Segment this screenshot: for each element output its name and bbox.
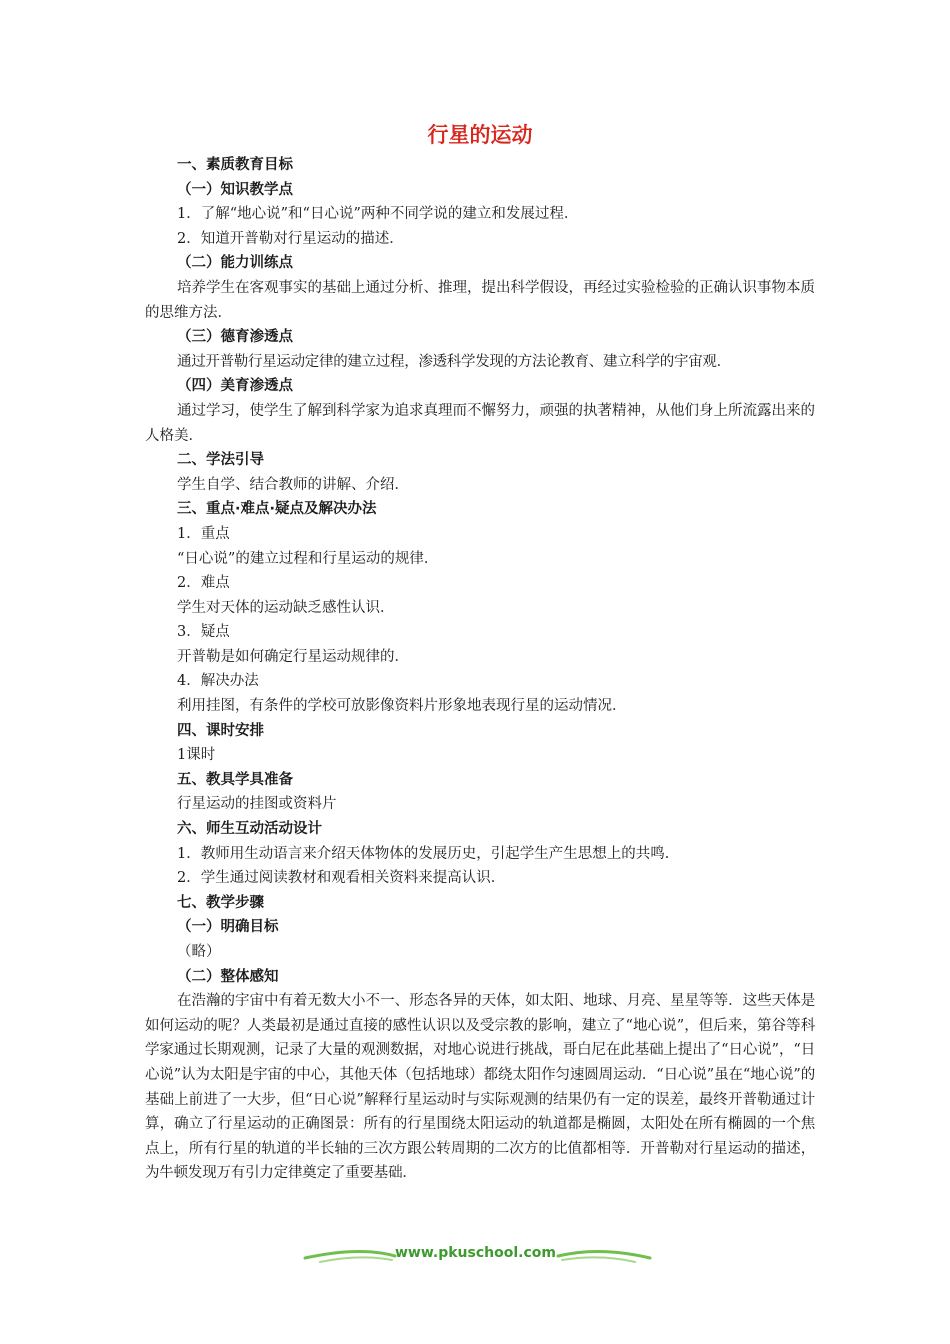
list-item: 1．重点 [177, 525, 230, 542]
list-item: 2．学生通过阅读教材和观看相关资料来提高认识． [177, 870, 506, 887]
section-heading: 四、课时安排 [177, 722, 264, 739]
subsection-heading: （二）能力训练点 [177, 255, 293, 272]
page-title: 行星的运动 [427, 123, 533, 147]
paragraph: 学生对天体的运动缺乏感性认识． [177, 599, 395, 616]
paragraph: 学生自学、结合教师的讲解、介绍． [177, 476, 409, 493]
paragraph: 在浩瀚的宇宙中有着无数大小不一、形态各异的天体，如太阳、地球、月亮、星星等等．这些天体是如何运动的呢？人类最初是通过直接的感性认识以及受宗教的影响，建立了“地心说”，但后来，第谷等科学家通过长期观测，记录了大量的观测数据，对地心说进行挑战，哥白尼在此基础上提出了“日心说”，“日心说”认为太阳是宇宙的中心，其他天体（包括地球）都绕太阳作匀速圆周运动．“日心说”虽在“地心说”的基础上前进了一大步，但“日心说”解释行星运动时与实际观测的结果仍有一定的误差，最终开普勒通过计算，确立了行星运动的正确图景：所有的行星围绕太阳运动的轨道都是椭圆，太阳处在所有椭圆的一个焦点上，所有行星的轨道的半长轴的三次方跟公转周期的二次方的比值都相等．开普勒对行星运动的描述，为牛顿发现万有引力定律奠定了重要基础． [145, 993, 815, 1182]
paragraph: 利用挂图，有条件的学校可放影像资料片形象地表现行星的运动情况． [177, 698, 627, 715]
section-heading: 五、教具学具准备 [177, 771, 293, 788]
section-heading: 二、学法引导 [177, 452, 264, 469]
list-item: 2．知道开普勒对行星运动的描述． [177, 230, 404, 247]
subsection-heading: （二）整体感知 [177, 968, 279, 985]
list-item: 3．疑点 [177, 624, 230, 641]
paragraph: （略） [177, 944, 221, 960]
section-heading: 一、素质教育目标 [177, 157, 293, 173]
list-item: 1．了解“地心说”和“日心说”两种不同学说的建立和发展过程． [177, 206, 579, 223]
paragraph: 1课时 [177, 747, 216, 764]
subsection-heading: （三）德育渗透点 [177, 329, 293, 346]
paragraph: 开普勒是如何确定行星运动规律的． [177, 648, 409, 665]
document-page [145, 118, 815, 1186]
section-heading: 六、师生互动活动设计 [177, 821, 322, 838]
paragraph: 培养学生在客观事实的基础上通过分析、推理，提出科学假设，再经过实验检验的正确认识事物本质的思维方法． [145, 279, 815, 321]
section-heading: 三、重点·难点·疑点及解决办法 [177, 501, 377, 518]
subsection-heading: （一）知识教学点 [177, 181, 293, 198]
paragraph: “日心说”的建立过程和行星运动的规律． [177, 550, 439, 567]
footer-logo [300, 1240, 660, 1270]
subsection-heading: （一）明确目标 [177, 919, 279, 936]
section-heading: 七、教学步骤 [177, 894, 264, 911]
paragraph: 通过开普勒行星运动定律的建立过程，渗透科学发现的方法论教育、建立科学的宇宙观． [177, 353, 731, 370]
paragraph: 行星运动的挂图或资料片 [177, 796, 337, 813]
paragraph: 通过学习，使学生了解到科学家为追求真理而不懈努力，顽强的执著精神，从他们身上所流露出来的人格美． [145, 402, 815, 444]
subsection-heading: （四）美育渗透点 [177, 378, 293, 395]
list-item: 2．难点 [177, 575, 230, 592]
list-item: 4．解决办法 [177, 673, 259, 690]
website-link[interactable]: www.pkuschool.com [395, 1245, 556, 1261]
list-item: 1．教师用生动语言来介绍天体物体的发展历史，引起学生产生思想上的共鸣． [177, 845, 680, 862]
